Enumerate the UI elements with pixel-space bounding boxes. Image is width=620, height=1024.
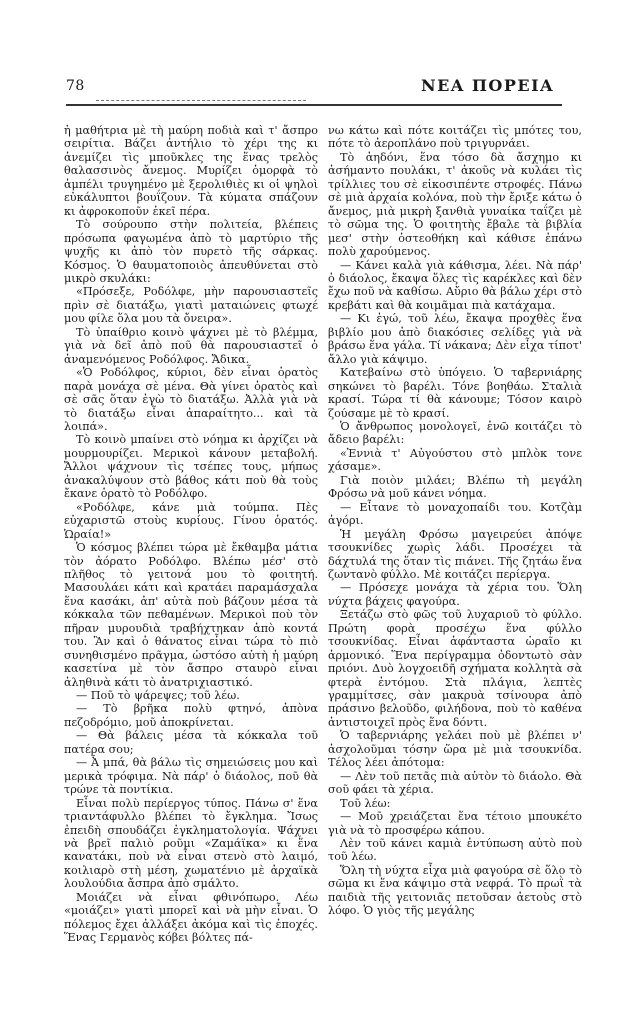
paragraph: Γιὰ ποιὸν μιλάει; Βλέπω τὴ μεγάλη Φρόσω νὰ μοῦ κάνει νόημα.	[328, 473, 582, 501]
right-column	[328, 124, 582, 918]
paragraph: Ὅλη τὴ νύχτα εἶχα μιὰ φαγούρα σὲ ὅλο τὸ σῶμα κι ἕνα κάψιμο στὰ νεφρά. Τὸ πρωῒ τὰ παιδιὰ τῆς γειτονιᾶς πετοῦσαν ἀετοὺς στὸ λόφο. Ὁ γιὸς τῆς μεγάλης	[328, 863, 582, 918]
left-column	[64, 124, 318, 945]
dialogue-line: — Πρόσεχε μονάχα τὰ χέρια του. Ὅλη νύχτα βάχεις φαγούρα.	[328, 581, 582, 608]
header-dash-rule	[96, 100, 306, 101]
running-head: ΝΕΑ ΠΟΡΕΙΑ	[421, 76, 554, 95]
paragraph: Ἡ μεγάλη Φρόσω μαγειρεύει ἀπόψε τσουκνίδες χωρὶς λάδι. Προσέχει τὰ δάχτυλά της ὅταν τὶς πιάνει. Τῆς ζητάω ἕνα ζωντανὸ φύλλο. Μὲ κοιτάζει περίεργα.	[328, 527, 582, 581]
paragraph: Κατεβαίνω στὸ ὑπόγειο. Ὁ ταβερνιάρης σηκώνει τὸ βαρέλι. Τόνε βοηθάω. Σταλιὰ κρασί. Τώρα τί θὰ κάνουμε; Τόσον καιρὸ ζούσαμε μὲ τὸ κρασί.	[328, 366, 582, 420]
quote-line: «Ἐννιὰ τ' Αὐγούστου στὸ μπλὸκ τονε χάσαμε».	[328, 446, 582, 474]
paragraph: νω κάτω καὶ πότε κοιτάζει τὶς μπότες του, πότε τὸ ἀεροπλάνο ποὺ τριγυρνάει.	[328, 124, 582, 151]
paragraph: ἡ μαθήτρια μὲ τὴ μαύρη ποδιὰ καὶ τ' ἄσπρο σειρίτια. Βάζει ἀντήλιο τὸ χέρι της κι ἀνεμίζει τὶς μποῦκλες της ἕνας τρελὸς θαλασσινὸς ἄνεμος. Μυρίζει ὁμορφὰ τὸ ἀμπέλι τρυγημένο μὲ ξερολιθιὲς κι οἱ ψηλοὶ εὐκάλυπτοι βουΐζουν. Τὰ κύματα σπάζουν κι ἀφροκοποῦν ἐκεῖ πέρα.	[64, 124, 318, 218]
dialogue-line: — Ἆ μπά, θὰ βάλω τὶς σημειώσεις μου καὶ μερικὰ τρόφιμα. Νὰ πάρ' ὁ διάολος, ποῦ θὰ τρώνε τὰ ποντίκια.	[64, 756, 318, 797]
dialogue-line: — Εἶτανε τὸ μοναχοπαίδι του. Κοτζὰμ ἀγόρι.	[328, 500, 582, 528]
paragraph: Τὸ ὑπαίθριο κοινὸ ψάχνει μὲ τὸ βλέμμα, γιὰ νὰ δεῖ ἀπὸ ποῦ θὰ παρουσιαστεῖ ὁ ἀναμενόμενος Ροδόλφος. Ἄδικα.	[64, 325, 318, 366]
dialogue-line: — Τὸ βρῆκα πολὺ φτηνό, ἀπὸνα πεζοδρόμιο, μοῦ ἀποκρίνεται.	[64, 702, 318, 729]
paragraph: Λὲν τοῦ κάνει καμιὰ ἐντύπωση αὐτὸ ποὺ τοῦ λέω.	[328, 837, 582, 864]
paragraph: Εἶναι πολὺ περίεργος τύπος. Πάνω σ' ἕνα τριαντάφυλλο βλέπει τὸ ἔγκλημα. Ἴσως ἐπειδὴ σπουδάζει ἐγκληματολογία. Ψάχνει νὰ βρεῖ παλιὸ ροῦμι «Ζαμάϊκα» κι ἕνα κανατάκι, ποὺ νὰ εἶναι στενὸ στὸ λαιμό, κοιλιαρὸ στὴ μέση, χωματένιο μὲ ἀρχαϊκὰ λουλούδια ἄσπρα ἀπὸ σμάλτο.	[64, 796, 318, 891]
dialogue-line: — Θὰ βάλεις μέσα τὰ κόκκαλα τοῦ πατέρα σου;	[64, 729, 318, 756]
paragraph: Τὸ σούρουπο στὴν πολιτεία, βλέπεις πρόσωπα φαγωμένα ἀπὸ τὸ μαρτύριο τῆς ψυχῆς κι ἀπὸ τὸν πυρετὸ τῆς σάρκας. Κόσμος. Ὁ θαυματοποιὸς ἀπευθύνεται στὸ μικρὸ σκυλάκι:	[64, 218, 318, 285]
paragraph: Ὁ ταβερνιάρης γελάει ποὺ μὲ βλέπει ν' ἀσχολοῦμαι τόσην ὥρα μὲ μιὰ τσουκνίδα. Τέλος λέει ἀπότομα:	[328, 729, 582, 770]
paragraph: Μοιάζει νὰ εἶναι φθινόπωρο. Λέω «μοιάζει» γιατὶ μπορεῖ καὶ νὰ μὴν εἶναι. Ὁ πόλεμος ἔχει ἀλλάξει ἀκόμα καὶ τὶς ἐποχές. Ἕνας Γερμανὸς κόβει βόλτες πά-	[64, 890, 318, 945]
page-number: 78	[66, 78, 85, 94]
paragraph: Τὸ ἀηδόνι, ἕνα τόσο δὰ ἄσχημο κι ἀσήμαντο πουλάκι, τ' ἀκοῦς νὰ κυλάει τὶς τρίλλιες του σὲ εἰκοσιπέντε στροφές. Πάνω σὲ μιὰ ἀρχαία κολόνα, ποὺ τὴν ἔριξε κάτω ὁ ἄνεμος, μιὰ μικρὴ ξανθιὰ γυναίκα ταΐζει μὲ τὸ σῶμα της. Ὁ φοιτητὴς ἔβαλε τὰ βιβλία μεσ' στὴν ὀστεοθήκη καὶ κάθισε ἐπάνω πολὺ χαρούμενος.	[328, 150, 582, 259]
paragraph: Ὁ ἄνθρωπος μονολογεῖ, ἐνῶ κοιτάζει τὸ ἄδειο βαρέλι:	[328, 419, 582, 447]
dialogue-line: — Ποῦ τὸ ψάρεψες; τοῦ λέω.	[76, 689, 240, 703]
paragraph: Ὁ κόσμος βλέπει τώρα μὲ ἔκθαμβα μάτια τὸν ἀόρατο Ροδόλφο. Βλέπω μέσ' στὸ πλῆθος τὸ γειτονά μου τὸ φοιτητή. Μασουλάει κάτι καὶ κρατάει παραμάσχαλα ἕνα κασάκι, ἀπ' αὐτὰ ποὺ βάζουν μέσα τὰ κόκκαλα τῶν πεθαμένων. Μερικοὶ ποὺ τὸν πῆραν μυρουδιὰ τραβήχτηκαν ἀπὸ κοντά του. Ἂν καὶ ὁ θάνατος εἶναι τώρα τὸ πιὸ συνηθισμένο πρᾶγμα, ὡστόσο αὐτὴ ἡ μαύρη κασετίνα μὲ τὸν ἄσπρο σταυρὸ εἶναι ἀληθινὰ κάτι τὸ ἀνατριχιαστικό.	[64, 541, 318, 689]
dialogue-line: — Κάνει καλὰ γιὰ κάθισμα, λέει. Νὰ πάρ' ὁ διάολος, ἔκαψα ὅλες τὶς καρέκλες καὶ δὲν ἔχω ποῦ νὰ καθίσω. Αὔριο θὰ βάλω χέρι στὸ κρεβάτι καὶ θὰ κοιμᾶμαι πιὰ κατάχαμα.	[328, 258, 582, 312]
paragraph: Ξετάζω στὸ φῶς τοῦ λυχαριοῦ τὸ φύλλο. Πρώτη φορὰ προσέχω ἕνα φύλλο τσουκνίδας. Εἶναι ἀφάνταστα ὡραῖο κι ἁρμονικό. Ἕνα περίγραμμα ὀδοντωτὸ σὰν πριόνι. Δυὸ λογχοειδῆ σχήματα κολλητὰ σὰ φτερὰ ἐντόμου. Στὰ πλάγια, λεπτὲς γραμμίτσες, σὰν μακρυὰ τσίνουρα ἀπὸ πράσινο βελοῦδο, φιλήδονα, ποὺ τὸ καθένα ἀντιστοιχεῖ πρὸς ἕνα δόντι.	[328, 608, 582, 729]
paragraph: «Ὁ Ροδόλφος, κύριοι, δὲν εἶναι ὁρατὸς παρὰ μονάχα σὲ μένα. Θὰ γίνει ὁρατὸς καὶ σὲ σᾶς ὅταν ἐγὼ τὸ διατάξω. Ἀλλὰ γιὰ νὰ τὸ διατάξω εἶναι ἀπαραίτητο... καὶ τὰ λοιπά».	[64, 366, 318, 433]
paragraph: Τὸ κοινὸ μπαίνει στὸ νόημα κι ἀρχίζει νὰ μουρμουρίζει. Μερικοὶ κάνουν μεταβολή. Ἄλλοι ψάχνουν τὶς τσέπες τους, μήπως ἀνακαλύψουν στὸ βάθος κάτι ποὺ θὰ τοὺς ἔκανε ὁρατὸ τὸ Ροδόλφο.	[64, 433, 318, 501]
paragraph: «Ροδόλφε, κάνε μιὰ τούμπα. Πὲς εὐχαριστῶ στοὺς κυρίους. Γίνου ὁρατός. Ὡραία!»	[64, 500, 318, 541]
dialogue-line: — Λὲν τοῦ πετᾶς πιὰ αὐτὸν τὸ διάολο. Θὰ σοῦ φάει τὰ χέρια.	[328, 769, 582, 797]
paragraph: «Πρόσεξε, Ροδόλφε, μὴν παρουσιαστεῖς πρὶν σὲ διατάξω, γιατὶ ματαιώνεις φτωχέ μου φίλε ὅλα μου τὰ ὄνειρα».	[64, 285, 318, 326]
header-rule	[66, 104, 562, 106]
dialogue-line: — Μοῦ χρειάζεται ἕνα τέτοιο μπουκέτο γιὰ νὰ τὸ προσφέρω κάπου.	[328, 810, 582, 837]
dialogue-line: — Κι ἐγώ, τοῦ λέω, ἔκαψα προχθὲς ἕνα βιβλίο μου ἀπὸ διακόσιες σελίδες γιὰ νὰ βράσω ἕνα γάλα. Τί νάκανα; Δὲν εἶχα τίποτ' ἄλλο γιὰ κάψιμο.	[328, 312, 582, 366]
paragraph: Τοῦ λέω:	[340, 796, 391, 810]
